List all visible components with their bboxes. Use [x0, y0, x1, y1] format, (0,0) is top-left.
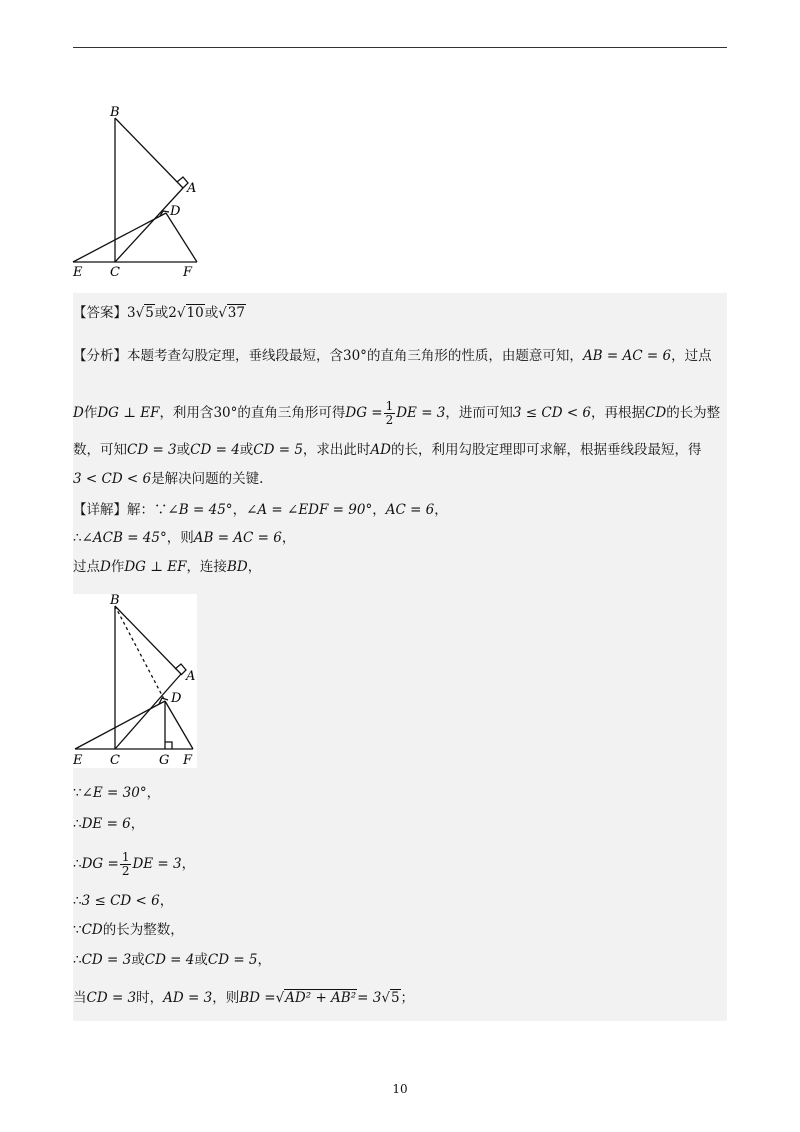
step-5: ∵CD的长为整数， — [73, 922, 184, 938]
step-3: ∴DG = $\frac{1}{2}$ DE = 3， — [73, 850, 196, 878]
fig2-label-A: A — [186, 669, 196, 684]
header-rule — [73, 47, 727, 48]
analysis-line-1: 【分析】本题考查勾股定理，垂线段最短，含30°的直角三角形的性质，由题意可知，AB = AC = 6，过点 — [73, 348, 712, 364]
step-2: ∴DE = 6， — [73, 816, 145, 832]
fig2-label-D: D — [171, 691, 182, 706]
analysis-line-3: 数，可知CD = 3或CD = 4或CD = 5，求出此时AD的长，利用勾股定理即可求解，根据垂线段最短，得 — [73, 442, 702, 458]
fig1-label-C: C — [110, 265, 120, 280]
detail-line-1: 【详解】解：∵∠B = 45°，∠A = ∠EDF = 90°，AC = 6， — [73, 502, 448, 518]
detail-line-2: ∴∠ACB = 45°，则AB = AC = 6， — [73, 530, 296, 546]
geometry-figure-2 — [73, 594, 197, 768]
fig1-label-A: A — [187, 181, 197, 196]
geometry-figure-1 — [70, 100, 210, 280]
fig2-label-G: G — [159, 753, 170, 768]
fig2-label-E: E — [73, 753, 83, 768]
analysis-line-2: D作DG ⊥ EF，利用含30°的直角三角形可得DG = $\frac{1}{2}$ DE = 3，进而可知3 ≤ CD < 6，再根据CD的长为整 — [73, 399, 721, 427]
fig1-label-B: B — [110, 105, 120, 120]
fig1-label-F: F — [183, 265, 193, 280]
fig1-label-E: E — [73, 265, 83, 280]
step-6: ∴CD = 3或CD = 4或CD = 5， — [73, 952, 272, 968]
fig1-label-D: D — [170, 204, 181, 219]
detail-line-3: 过点D作DG ⊥ EF，连接BD， — [73, 559, 262, 575]
step-4: ∴3 ≤ CD < 6， — [73, 893, 174, 909]
page-number: 10 — [392, 1082, 408, 1096]
answer-line: 【答案】3√5或2√10或√37 — [73, 305, 245, 321]
analysis-line-4: 3 < CD < 6是解决问题的关键. — [73, 471, 264, 487]
fig2-label-C: C — [110, 753, 120, 768]
step-7: 当CD = 3时，AD = 3，则BD =√AD² + AB²= 3√5； — [73, 990, 415, 1006]
fig2-label-F: F — [183, 753, 193, 768]
fig2-label-B: B — [110, 594, 120, 608]
step-1: ∵∠E = 30°， — [73, 785, 161, 801]
